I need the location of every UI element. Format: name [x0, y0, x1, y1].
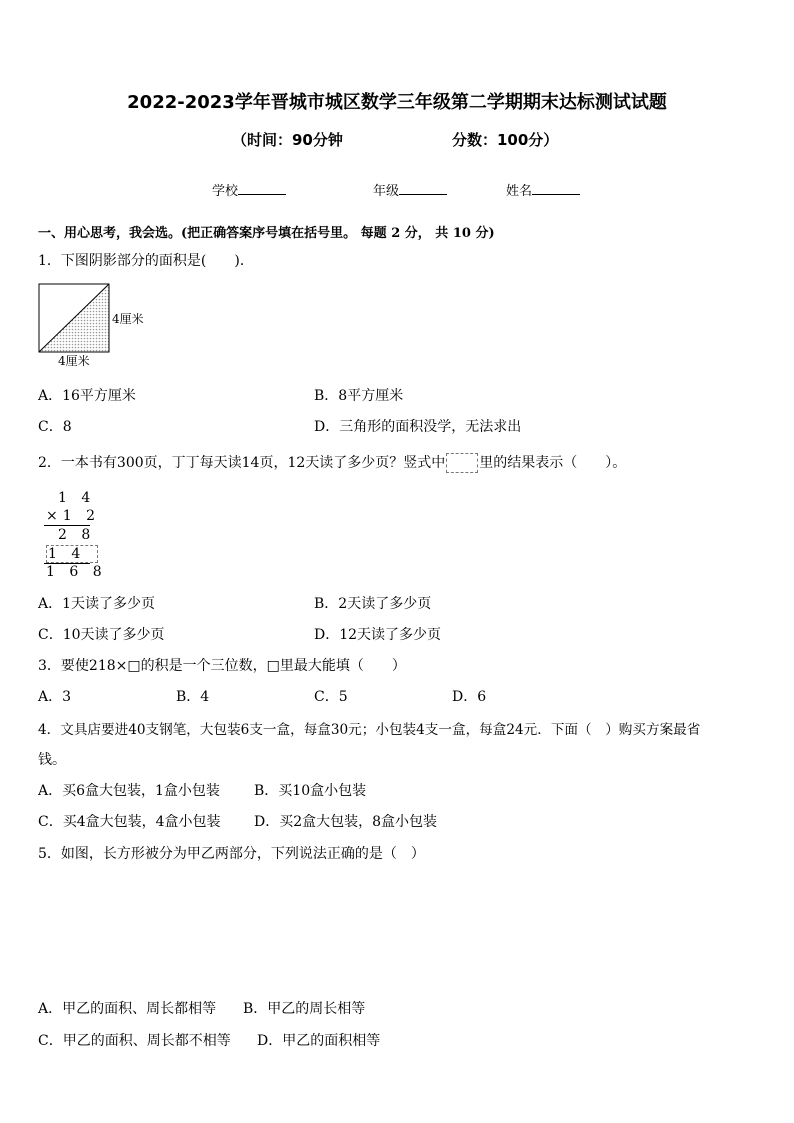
calc-line-5: 1 6 8: [46, 564, 107, 580]
name-field[interactable]: [506, 180, 580, 199]
q1-option-b[interactable]: B．8平方厘米: [314, 388, 404, 404]
q2-option-c[interactable]: C．10天读了多少页: [38, 627, 165, 643]
question-3-text: 3．要使218×□的积是一个三位数，□里最大能填（ ）: [38, 658, 406, 674]
time-info: （时间：90分钟: [232, 131, 343, 149]
q4-option-d[interactable]: D．买2盒大包装，8盒小包装: [254, 814, 438, 830]
calc-line-4-boxed: 1 4: [46, 545, 98, 563]
q3-option-c[interactable]: C．5: [314, 689, 348, 705]
section-heading: 一、用心思考，我会选。(把正确答案序号填在括号里。 每题 2 分， 共 10 分): [38, 226, 495, 241]
q3-option-b[interactable]: B．4: [176, 689, 210, 705]
school-label: 学校: [212, 184, 239, 199]
calc-line-2: ×1 2: [46, 508, 100, 524]
right-side-label: 4厘米: [112, 312, 144, 326]
grade-field[interactable]: [373, 180, 447, 199]
q2-text-before: 2．一本书有300页，丁丁每天读14页，12天读了多少页？竖式中: [38, 455, 446, 471]
q4-option-c[interactable]: C．买4盒大包装，4盒小包装: [38, 814, 221, 830]
score-info: 分数：100分）: [452, 131, 559, 149]
q2-option-a[interactable]: A．1天读了多少页: [38, 596, 156, 612]
q1-option-a[interactable]: A．16平方厘米: [38, 388, 136, 404]
q3-option-a[interactable]: A．3: [38, 689, 72, 705]
q5-option-d[interactable]: D．甲乙的面积相等: [257, 1033, 381, 1049]
q4-option-a[interactable]: A．买6盒大包装，1盒小包装: [38, 783, 220, 799]
q3-option-d[interactable]: D．6: [452, 689, 487, 705]
school-field[interactable]: [212, 180, 286, 199]
page-title: 2022-2023学年晋城市城区数学三年级第二学期期末达标测试试题: [127, 92, 667, 113]
q1-option-c[interactable]: C．8: [38, 419, 72, 435]
q1-option-d[interactable]: D．三角形的面积没学，无法求出: [314, 419, 522, 435]
calc-line-1: 1 4: [58, 490, 96, 506]
question-1-text: 1．下图阴影部分的面积是( )．: [38, 253, 254, 269]
calc-rule-1: [44, 525, 90, 526]
question-2-text: [38, 452, 626, 473]
q2-option-b[interactable]: B．2天读了多少页: [314, 596, 432, 612]
q5-option-c[interactable]: C．甲乙的面积、周长都不相等: [38, 1033, 231, 1049]
q2-text-after: 里的结果表示（ ）。: [479, 455, 627, 471]
q4-option-b[interactable]: B．买10盒小包装: [254, 783, 367, 799]
question-4-text-cont: 钱。: [38, 752, 66, 768]
calc-line-3: 2 8: [58, 527, 96, 543]
bottom-side-label: 4厘米: [58, 354, 90, 368]
square-figure: [38, 283, 110, 353]
q2-option-d[interactable]: D．12天读了多少页: [314, 627, 442, 643]
dashed-box: [446, 453, 478, 473]
question-5-text: 5．如图，长方形被分为甲乙两部分，下列说法正确的是（ ）: [38, 846, 425, 862]
grade-label: 年级: [373, 184, 400, 199]
name-label: 姓名: [506, 184, 533, 199]
q5-option-b[interactable]: B．甲乙的周长相等: [243, 1001, 366, 1017]
question-4-text: 4．文具店要进40支钢笔，大包装6支一盒，每盒30元；小包装4支一盒，每盒24元．下面（ ）购买方案最省: [38, 722, 701, 738]
q5-option-a[interactable]: A．甲乙的面积、周长都相等: [38, 1001, 217, 1017]
